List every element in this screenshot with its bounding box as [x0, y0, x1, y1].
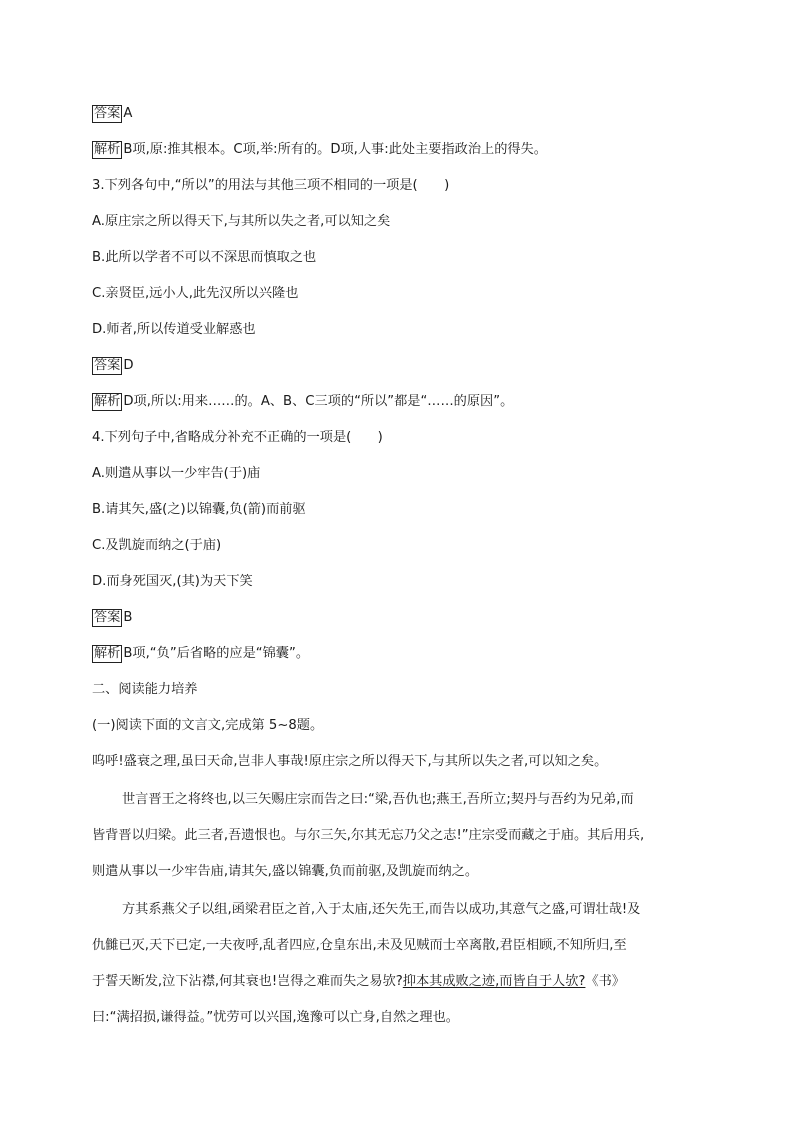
- q4-analysis-line: [92, 644, 712, 664]
- answer-value: A: [123, 106, 133, 121]
- passage-text: 于誓天断发,泣下沾襟,何其衰也!岂得之难而失之易欤?: [92, 974, 403, 989]
- passage-paragraph-3-line-3: [92, 972, 712, 992]
- underlined-sentence: 抑本其成败之迹,而皆自于人欤?: [402, 974, 586, 989]
- answer-tag: 答案: [94, 610, 121, 625]
- q3-option-d: D.师者,所以传道受业解惑也: [92, 322, 256, 337]
- answer-tag: 答案: [94, 358, 121, 373]
- q3-option-a: A.原庄宗之所以得天下,与其所以失之者,可以知之矣: [92, 214, 391, 229]
- q4-option-a: A.则遣从事以一少牢告(于)庙: [92, 466, 261, 481]
- q4-option-b: B.请其矢,盛(之)以锦囊,负(箭)而前驱: [92, 502, 306, 517]
- q3-answer-line: [92, 356, 712, 376]
- q3-stem: 3.下列各句中,“所以”的用法与其他三项不相同的一项是( ): [92, 178, 450, 193]
- analysis-text: B项,原:推其根本。C项,举:所有的。D项,人事:此处主要指政治上的得失。: [123, 142, 547, 157]
- passage-paragraph-3-line-1: 方其系燕父子以组,函梁君臣之首,入于太庙,还矢先王,而告以成功,其意气之盛,可谓壮哉!及: [122, 902, 641, 917]
- passage-paragraph-3-line-4: 曰:“满招损,谦得益。”忧劳可以兴国,逸豫可以亡身,自然之理也。: [92, 1010, 459, 1025]
- answer-tag: 答案: [94, 106, 121, 121]
- passage-paragraph-2-line-3: 则遣从事以一少牢告庙,请其矢,盛以锦囊,负而前驱,及凯旋而纳之。: [92, 864, 479, 879]
- analysis-tag: 解析: [94, 394, 121, 409]
- passage-text: 《书》: [585, 974, 625, 989]
- q3-analysis-line: [92, 392, 712, 412]
- analysis-tag: 解析: [94, 142, 121, 157]
- section-subheading: (一)阅读下面的文言文,完成第 5~8题。: [92, 718, 324, 733]
- passage-paragraph-2-line-2: 皆背晋以归梁。此三者,吾遗恨也。与尔三矢,尔其无忘乃父之志!”庄宗受而藏之于庙。其后用兵,: [92, 828, 645, 843]
- answer-value: B: [123, 610, 133, 625]
- section-heading: 二、阅读能力培养: [92, 682, 198, 697]
- q4-answer-line: [92, 608, 712, 628]
- passage-paragraph-2-line-1: 世言晋王之将终也,以三矢赐庄宗而告之曰:“梁,吾仇也;燕王,吾所立;契丹与吾约为兄弟,而: [122, 792, 634, 807]
- q4-stem: 4.下列句子中,省略成分补充不正确的一项是( ): [92, 430, 383, 445]
- q4-option-c: C.及凯旋而纳之(于庙): [92, 538, 222, 553]
- answer-value: D: [123, 358, 134, 373]
- passage-paragraph-3-line-2: 仇雠已灭,天下已定,一夫夜呼,乱者四应,仓皇东出,未及见贼而士卒离散,君臣相顾,不知所归,至: [92, 938, 627, 953]
- analysis-tag: 解析: [94, 646, 121, 661]
- passage-paragraph-1: 呜呼!盛衰之理,虽曰天命,岂非人事哉!原庄宗之所以得天下,与其所以失之者,可以知之矣。: [92, 754, 608, 769]
- analysis-text: B项,“负”后省略的应是“锦囊”。: [123, 646, 310, 661]
- q4-option-d: D.而身死国灭,(其)为天下笑: [92, 574, 253, 589]
- q3-option-c: C.亲贤臣,远小人,此先汉所以兴隆也: [92, 286, 299, 301]
- q3-option-b: B.此所以学者不可以不深思而慎取之也: [92, 250, 317, 265]
- analysis-text: D项,所以:用来……的。A、B、C三项的“所以”都是“……的原因”。: [123, 394, 514, 409]
- q2-analysis-line: [92, 140, 712, 160]
- q2-answer-line: [92, 104, 712, 124]
